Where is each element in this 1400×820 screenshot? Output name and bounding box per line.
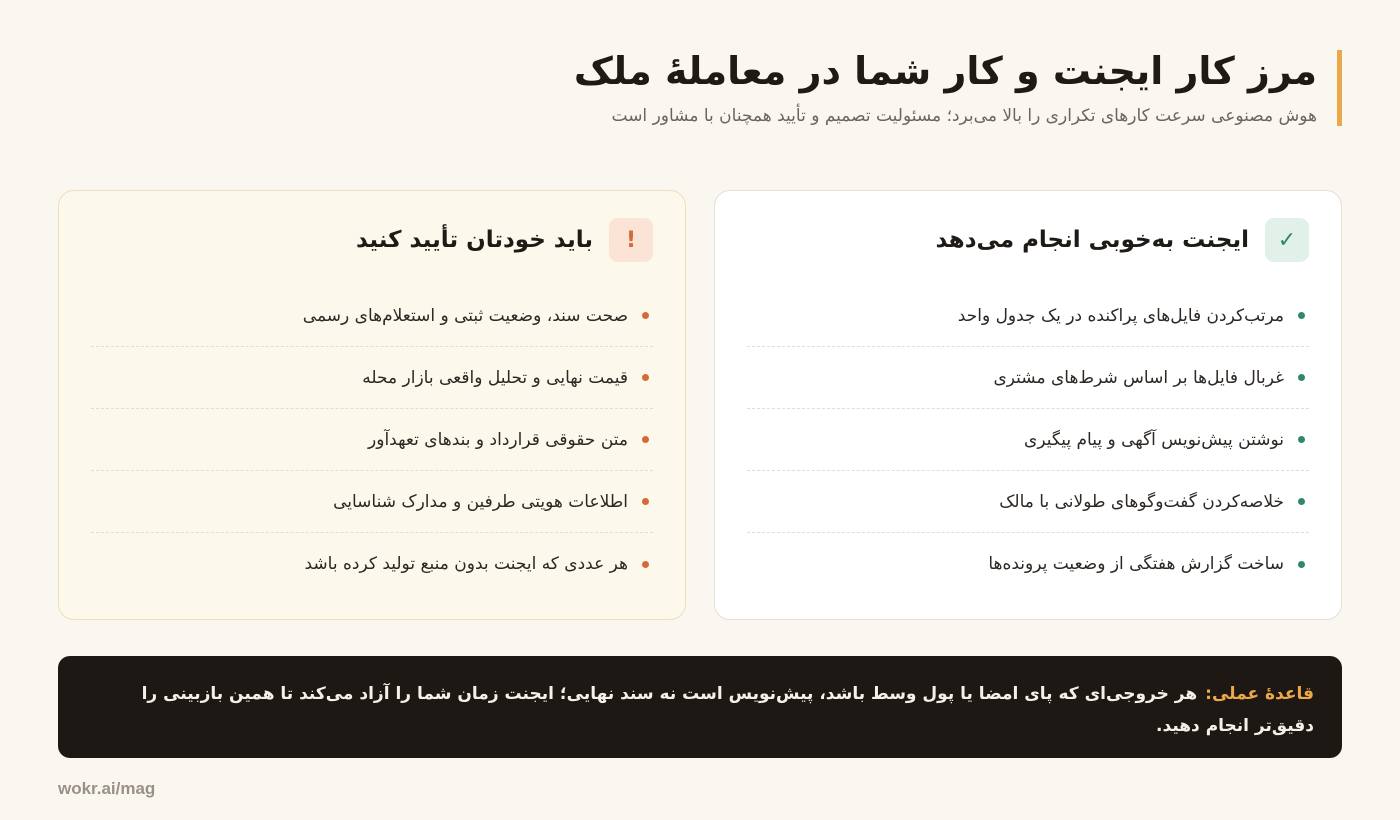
bullet-dot-icon: [1298, 561, 1305, 568]
list-item: [747, 409, 1309, 471]
rule-label: قاعدهٔ عملی:: [1205, 684, 1314, 704]
checkmark-icon: ✓: [1265, 218, 1309, 262]
list-item-text: قیمت نهایی و تحلیل واقعی بازار محله: [362, 367, 628, 388]
list-item-text: غربال فایل‌ها بر اساس شرط‌های مشتری: [993, 367, 1284, 388]
bullet-dot-icon: [642, 498, 649, 505]
bullet-dot-icon: [1298, 374, 1305, 381]
bullet-dot-icon: [1298, 312, 1305, 319]
agent-card-header: [747, 217, 1309, 263]
verify-items-list: [91, 285, 653, 595]
list-item: [747, 285, 1309, 347]
list-item-text: اطلاعات هویتی طرفین و مدارک شناسایی: [333, 491, 628, 512]
list-item-text: نوشتن پیش‌نویس آگهی و پیام پیگیری: [1024, 429, 1284, 450]
verify-card-header: [91, 217, 653, 263]
list-item-text: صحت سند، وضعیت ثبتی و استعلام‌های رسمی: [302, 305, 628, 326]
list-item: [91, 533, 653, 595]
list-item: [91, 471, 653, 533]
list-item-text: ساخت گزارش هفتگی از وضعیت پرونده‌ها: [988, 554, 1284, 574]
list-item-text: هر عددی که ایجنت بدون منبع تولید کرده باشد: [304, 554, 628, 574]
list-item-text: خلاصه‌کردن گفت‌وگوهای طولانی با مالک: [999, 491, 1284, 512]
bullet-dot-icon: [642, 436, 649, 443]
list-item-text: متن حقوقی قرارداد و بندهای تعهدآور: [368, 429, 628, 450]
page-header: [442, 50, 1342, 126]
agent-capabilities-list: [747, 285, 1309, 595]
verify-card-title: باید خودتان تأیید کنید: [356, 227, 593, 253]
agent-capabilities-card: [714, 190, 1342, 620]
list-item-text: مرتب‌کردن فایل‌های پراکنده در یک جدول واحد: [957, 305, 1284, 326]
bullet-dot-icon: [642, 312, 649, 319]
list-item: [91, 347, 653, 409]
exclamation-icon: !: [609, 218, 653, 262]
page-subtitle: هوش مصنوعی سرعت کارهای تکراری را بالا می‌برد؛ مسئولیت تصمیم و تأیید همچنان با مشاور است: [611, 105, 1317, 126]
bullet-dot-icon: [1298, 436, 1305, 443]
list-item: [747, 471, 1309, 533]
practical-rule-panel: [58, 656, 1342, 758]
list-item: [91, 409, 653, 471]
agent-card-title: ایجنت به‌خوبی انجام می‌دهد: [935, 227, 1249, 253]
verify-yourself-card: [58, 190, 686, 620]
bullet-dot-icon: [1298, 498, 1305, 505]
list-item: [747, 347, 1309, 409]
rule-text: هر خروجی‌ای که پای امضا یا پول وسط باشد، پیش‌نویس است نه سند نهایی؛ ایجنت زمان شما را آزاد می‌کند تا همین بازبینی را دقیق‌تر انجام دهید.: [141, 684, 1314, 737]
bullet-dot-icon: [642, 561, 649, 568]
list-item: [747, 533, 1309, 595]
page-title: مرز کار ایجنت و کار شما در معاملهٔ ملک: [573, 49, 1317, 93]
list-item: [91, 285, 653, 347]
bullet-dot-icon: [642, 374, 649, 381]
source-credit: wokr.ai/mag: [58, 779, 156, 798]
